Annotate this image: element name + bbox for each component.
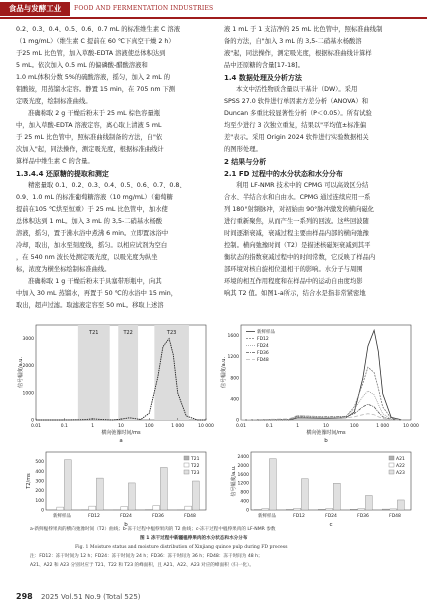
panel-b-bars-x-tick-label: 新鲜样品 — [53, 514, 71, 519]
panel-c-y-tick-label: 1600 — [237, 472, 249, 478]
panel-b-bars-x-tick-label: FD48 — [184, 514, 196, 519]
panel-c-bar — [269, 459, 276, 510]
panel-b-tag: b — [324, 438, 328, 444]
panel-b-bars-bar — [121, 507, 128, 510]
right_column-line: 1.4 数据处理及分析方法 — [224, 74, 302, 82]
panel-c-legend-swatch — [389, 470, 394, 474]
left_column-line: 1.0 mL体积分数 5%的硫酸溶液，摇匀，加入 2 mL 的 — [16, 74, 171, 81]
right_column-line: 响其 T2 值。如图1-a所示，结合水是指非常紧密地 — [224, 290, 366, 297]
panel-b-bars-bar — [160, 467, 167, 510]
right_column-line: 合水、半结合水和自由水。CPMG 通过连续应用一系 — [224, 194, 371, 201]
panel-b-bars-bar — [57, 507, 64, 510]
panel-b-bars-bar — [128, 483, 135, 510]
panel-b-series-4 — [241, 414, 403, 420]
panel-b-x-tick-label: 10 — [323, 424, 329, 429]
panel-c-tag: c — [329, 522, 333, 528]
left_column-line: ，在 540 nm 波长处测定吸光度，以吸光度为纵坐 — [16, 254, 158, 261]
panel-c-bar — [301, 479, 308, 510]
panel-b-bars-x-tick-label: FD12 — [88, 514, 100, 519]
panel-a-x-tick-label: 1 — [91, 424, 95, 429]
panel-c-bar — [358, 509, 365, 510]
panel-b-x-tick-label: 10 000 — [403, 424, 419, 429]
right_column-line: 的图形处理。 — [224, 146, 262, 153]
right_column-line: 环境的相互作用程度和在样品中的运动自由度均影 — [224, 278, 363, 285]
panel-b-legend-label: FD48 — [257, 358, 269, 363]
panel-b-bars-y-tick-label: 100 — [35, 498, 44, 504]
panel-c-y-tick-label: 800 — [240, 490, 249, 496]
panel-b-legend-label: FD24 — [257, 344, 269, 349]
panel-c-x-tick-label: FD36 — [357, 514, 369, 519]
right_column-line: 本文中活性物质含量以干基计（DW）。采用 — [236, 86, 358, 93]
panel-b-y-label: 信号幅度/a.u. — [221, 356, 227, 389]
left_column-line: 钼酸铵，用蒸馏水定容。静置 15 min，在 705 nm 下测 — [16, 86, 176, 93]
panel-b-x-tick-label: 0.01 — [235, 424, 247, 429]
panel-b-legend-label: FD36 — [257, 351, 269, 356]
panel-b-legend-label: FD12 — [257, 337, 269, 342]
journal-header — [0, 0, 427, 20]
panel-a-x-tick-label: 0.01 — [30, 424, 42, 429]
panel-c-bar — [333, 483, 340, 510]
panel-a-y-tick-label: 0 — [31, 418, 34, 424]
right_column-line: 液"起，同法操作，测定吸光度，根据标准曲线计算样 — [224, 50, 372, 57]
panel-c-bar — [294, 508, 301, 510]
left_column-line: （1 mg/mL）（维生素 C 提前在 60 ℃下真空干燥 2 h） — [16, 38, 175, 45]
panel-c-bar — [390, 509, 397, 510]
right_column-line: 液 1 mL 于 1 支洁净的 25 mL 比色管中，照标准曲线制 — [224, 26, 383, 33]
right_column-line: 备的方法，自"加入 3 mL 的 3,5-二硝基水杨酸溶 — [224, 38, 362, 45]
panel-c-bar — [397, 500, 404, 510]
panel-c-bar — [382, 509, 389, 510]
panel-b-x-tick-label: 1 — [296, 424, 300, 429]
panel-b-bars-y-tick-label: 500 — [35, 460, 44, 466]
panel-b-y-tick-label: 400 — [230, 397, 239, 403]
panel-b-bars-y-tick-label: 300 — [35, 479, 44, 485]
left_column-line: 于 25 mL 比色管中，照标准曲线制备的方法，自"依 — [16, 134, 163, 141]
left_column-line: 次加入"起，同法操作，测定吸光度，根据标准曲线计 — [16, 146, 164, 153]
panel-b-legend-label: 新鲜样品 — [257, 330, 275, 335]
panel-a-x-tick-label: 100 — [145, 424, 154, 429]
panel-c-y-tick-label: 2400 — [237, 454, 249, 460]
panel-c-legend-label: A21 — [396, 457, 405, 462]
panel-a-region-label: T21 — [89, 330, 99, 336]
panel-b-y-tick-label: 0 — [236, 418, 239, 424]
right_column-line: 2 结果与分析 — [224, 158, 267, 166]
panel-c-x-tick-label: FD12 — [293, 514, 305, 519]
left_column-line: 5 mL。依次加入 0.5 mL 的偏磷酸-醋酸溶液和 — [16, 62, 148, 69]
panel-b-bars-bar — [185, 506, 192, 510]
left_column-line: 取出，超声过滤。取滤液定容至 50 mL。移取上述溶 — [16, 302, 164, 309]
panel-b-bars-legend-swatch — [184, 463, 189, 467]
left_column-line: 溶液，摇匀，置于沸水浴中煮沸 6 min。立即置冰浴中 — [16, 230, 169, 237]
panel-a-y-tick-label: 3000 — [22, 337, 34, 343]
panel-c-bar — [318, 509, 325, 510]
panel-c-bar — [350, 509, 357, 510]
panel-b-bars-bar — [64, 460, 71, 510]
panel-b-bars-y-label: T2/ms — [26, 473, 32, 489]
right_column-line: 利用 LF-NMR 技术中的 CPMG 可以高效区分结 — [236, 182, 369, 189]
left_column-line: 提前在105 ℃烘至恒重）于 25 mL 比色管中，加水使 — [16, 206, 168, 213]
panel-c-y-tick-label: 400 — [240, 499, 249, 505]
panel-b-bars-bar — [96, 478, 103, 510]
panel-b-bars-legend-label: T22 — [191, 464, 200, 469]
right_column-line: 列 180°射频脉冲，对初始由 90°脉冲激发的横向磁化 — [224, 206, 374, 213]
panel-c-x-tick-label: FD24 — [325, 514, 337, 519]
panel-a-x-tick-label: 1 000 — [171, 424, 185, 429]
panel-b-bars-legend-label: T23 — [191, 471, 200, 476]
left_column-line: 0.9、1.0 mL 的标准葡萄糖溶液（10 mg/mL）（葡萄糖 — [16, 194, 173, 201]
volume-info: 2025 Vol.51 No.9 (Total 525) — [40, 593, 141, 601]
figure-note-2: A21、A22 和 A23 分别对应于 T21、T22 和 T23 的峰面积，且 A21、A22、A23 对应的峰面积（归一化）。 — [30, 563, 254, 568]
panel-a-x-tick-label: 10 — [118, 424, 124, 429]
panel-b-bars-bar — [89, 506, 96, 510]
right_column-line: 时间逐渐衰减，衰减过程主要由样品内部的横向弛豫 — [224, 230, 369, 237]
figure-panel-caption: a-新鲜榅桲果肉的横向弛豫时间（T2）曲线；b-冻干过程中榅桲果肉的 T2 曲线；c-冻干过程中榅桲果肉的 LF-NMR 参数 — [30, 527, 276, 532]
panel-a-x-label: 横向弛豫时间/ms — [101, 430, 141, 436]
left_column-line: 准确称取 1 g 干燥后粉末于具塞带形瓶中，向其 — [28, 278, 162, 285]
left_column-line: 冷却，取出，加水至刻度线，摇匀。以相应试剂为空白 — [16, 242, 168, 249]
left_column-line: 中，加入草酸-EDTA 溶液定容，离心取上清液 5 mL — [16, 122, 162, 129]
panel-b-y-tick-label: 1600 — [227, 334, 239, 340]
panel-b-bars-legend-label: T21 — [191, 457, 200, 462]
panel-b-bars-x-tick-label: FD24 — [120, 514, 132, 519]
panel-a-region-t23 — [154, 325, 189, 420]
page-number: 298 — [16, 592, 33, 601]
panel-b-bars-x-tick-label: FD36 — [152, 514, 164, 519]
right_column-line: 均至少进行 3 次独立重复，结果以"平均值±标准偏 — [224, 122, 367, 129]
panel-c-bar — [326, 508, 333, 510]
panel-c-y-tick-label: 2000 — [237, 463, 249, 469]
journal-title-en: FOOD AND FERMENTATION INDUSTRIES — [74, 5, 214, 12]
panel-c-legend-label: A22 — [396, 464, 405, 469]
journal-title-cn: 食品与发酵工业 — [0, 2, 70, 16]
panel-c-x-tick-label: FD48 — [389, 514, 401, 519]
left-text-column — [16, 24, 216, 312]
panel-b-bars-legend-swatch — [184, 456, 189, 460]
panel-c-x-tick-label: 新鲜样品 — [258, 514, 276, 519]
panel-a-region-t21 — [78, 325, 110, 420]
panel-a-x-tick-label: 0.1 — [60, 424, 68, 429]
right_column-line: 2.1 FD 过程中的水分状态和水分分布 — [224, 170, 343, 178]
panel-c-y-tick-label: 1200 — [237, 481, 249, 487]
left_column-line: 中加入 30 mL 蒸馏水，再置于 50 ℃的水浴中 15 min， — [16, 290, 178, 297]
left_column-line: 准确称取 2 g 干燥后粉末于 25 mL 棕色容量瓶 — [28, 110, 161, 117]
panel-b-y-tick-label: 800 — [230, 376, 239, 382]
figure-number-cn: 图 1 冻干过程中新疆榅桲果肉的水分状态和水分分布 — [140, 536, 248, 541]
right_column-line: 部环境对核自旋相位退相干的影响。水分子与周围 — [224, 266, 363, 273]
panel-a-x-tick-label: 10 000 — [198, 424, 214, 429]
panel-c-bar — [365, 496, 372, 511]
panel-a-region-label: T23 — [166, 330, 177, 336]
panel-b-x-label: 横向弛豫时间/ms — [306, 430, 346, 436]
panel-a-tag: a — [119, 438, 123, 444]
panel-b-x-tick-label: 100 — [350, 424, 359, 429]
panel-b-bars-tag: b — [124, 522, 128, 528]
right_column-line: Duncan 多重比较显著性分析（P＜0.05）。所有试验 — [224, 110, 372, 117]
left_column-line: 1.3.4.4 还原糖的提取和测定 — [16, 170, 109, 178]
panel-a-y-label: 信号幅度/a.u. — [18, 356, 24, 389]
right_column-line: 衡状态的指数衰减过程中的时间常数，它反映了样品内 — [224, 254, 376, 261]
panel-b-y-tick-label: 1200 — [227, 355, 239, 361]
panel-b-bars-y-tick-label: 400 — [35, 469, 44, 475]
right-text-column — [224, 24, 419, 300]
panel-c-legend-swatch — [389, 463, 394, 467]
right_column-line: 品中还原糖的含量[17-18]。 — [224, 62, 304, 69]
panel-a-region-t22 — [118, 325, 138, 420]
panel-b-x-tick-label: 1 000 — [376, 424, 390, 429]
left_column-line: 0.2、0.3、0.4、0.5、0.6、0.7 mL 的标准维生素 C 溶液 — [16, 26, 180, 33]
right_column-line: 控制。横向弛豫时间（T2）是描述核磁矩衰减到其平 — [224, 242, 371, 249]
panel-a-region-label: T22 — [123, 330, 133, 336]
panel-b-bars-y-tick-label: 200 — [35, 489, 44, 495]
left_column-line: 标，浓度为横坐标绘制标准曲线。 — [16, 266, 111, 273]
panel-c-bar — [286, 509, 293, 510]
right_column-line: 差"表示。采用 Origin 2024 软件进行实验数据相关 — [224, 134, 369, 141]
panel-b-series-2 — [241, 391, 403, 420]
right_column-line: 进行重新聚焦，从而产生一系列的回波。这些回波随 — [224, 218, 369, 225]
panel-b-bars-bar — [153, 506, 160, 510]
panel-c-y-label: 信号幅度/a.u. — [231, 465, 237, 497]
left_column-line: 于25 mL 比色管，加入草酸-EDTA 溶液使总体积达到 — [16, 50, 166, 57]
header-rule — [0, 17, 427, 19]
left_column-line: 定吸光度，绘制标准曲线。 — [16, 98, 92, 105]
panel-b-bars-bar — [192, 481, 199, 510]
panel-c-y-tick-label: 0 — [246, 508, 249, 514]
left_column-line: 总体积达到 1 mL。加入 3 mL 的 3,5-二硝基水杨酸 — [16, 218, 163, 225]
panel-a-y-tick-label: 2000 — [22, 364, 34, 370]
figure-title-en: Fig. 1 Moisture status and moisture distribution of Xinjiang quince pulp during FD process — [75, 545, 288, 550]
figure-note-1: 注：FD12：冻干时间为 12 h；FD24：冻干时间为 24 h；FD36：冻干时间为 36 h；FD48：冻干时间为 48 h； — [30, 554, 263, 559]
panel-b-bars-legend-swatch — [184, 470, 189, 474]
panel-c-legend-label: A23 — [396, 471, 405, 476]
panel-a-y-tick-label: 1000 — [22, 391, 34, 397]
left_column-line: 精密量取 0.1、0.2、0.3、0.4、0.5、0.6、0.7、0.8、 — [28, 182, 186, 189]
panel-b-x-tick-label: 0.1 — [265, 424, 273, 429]
panel-b-bars-y-tick-label: 0 — [41, 508, 44, 514]
page-footer — [16, 592, 141, 601]
panel-c-legend-swatch — [389, 456, 394, 460]
left_column-line: 算样品中维生素 C 的含量。 — [16, 158, 94, 165]
right_column-line: SPSS 27.0 软件进行单因素方差分析（ANOVA）和 — [224, 98, 369, 105]
panel-c-bar — [262, 509, 269, 510]
